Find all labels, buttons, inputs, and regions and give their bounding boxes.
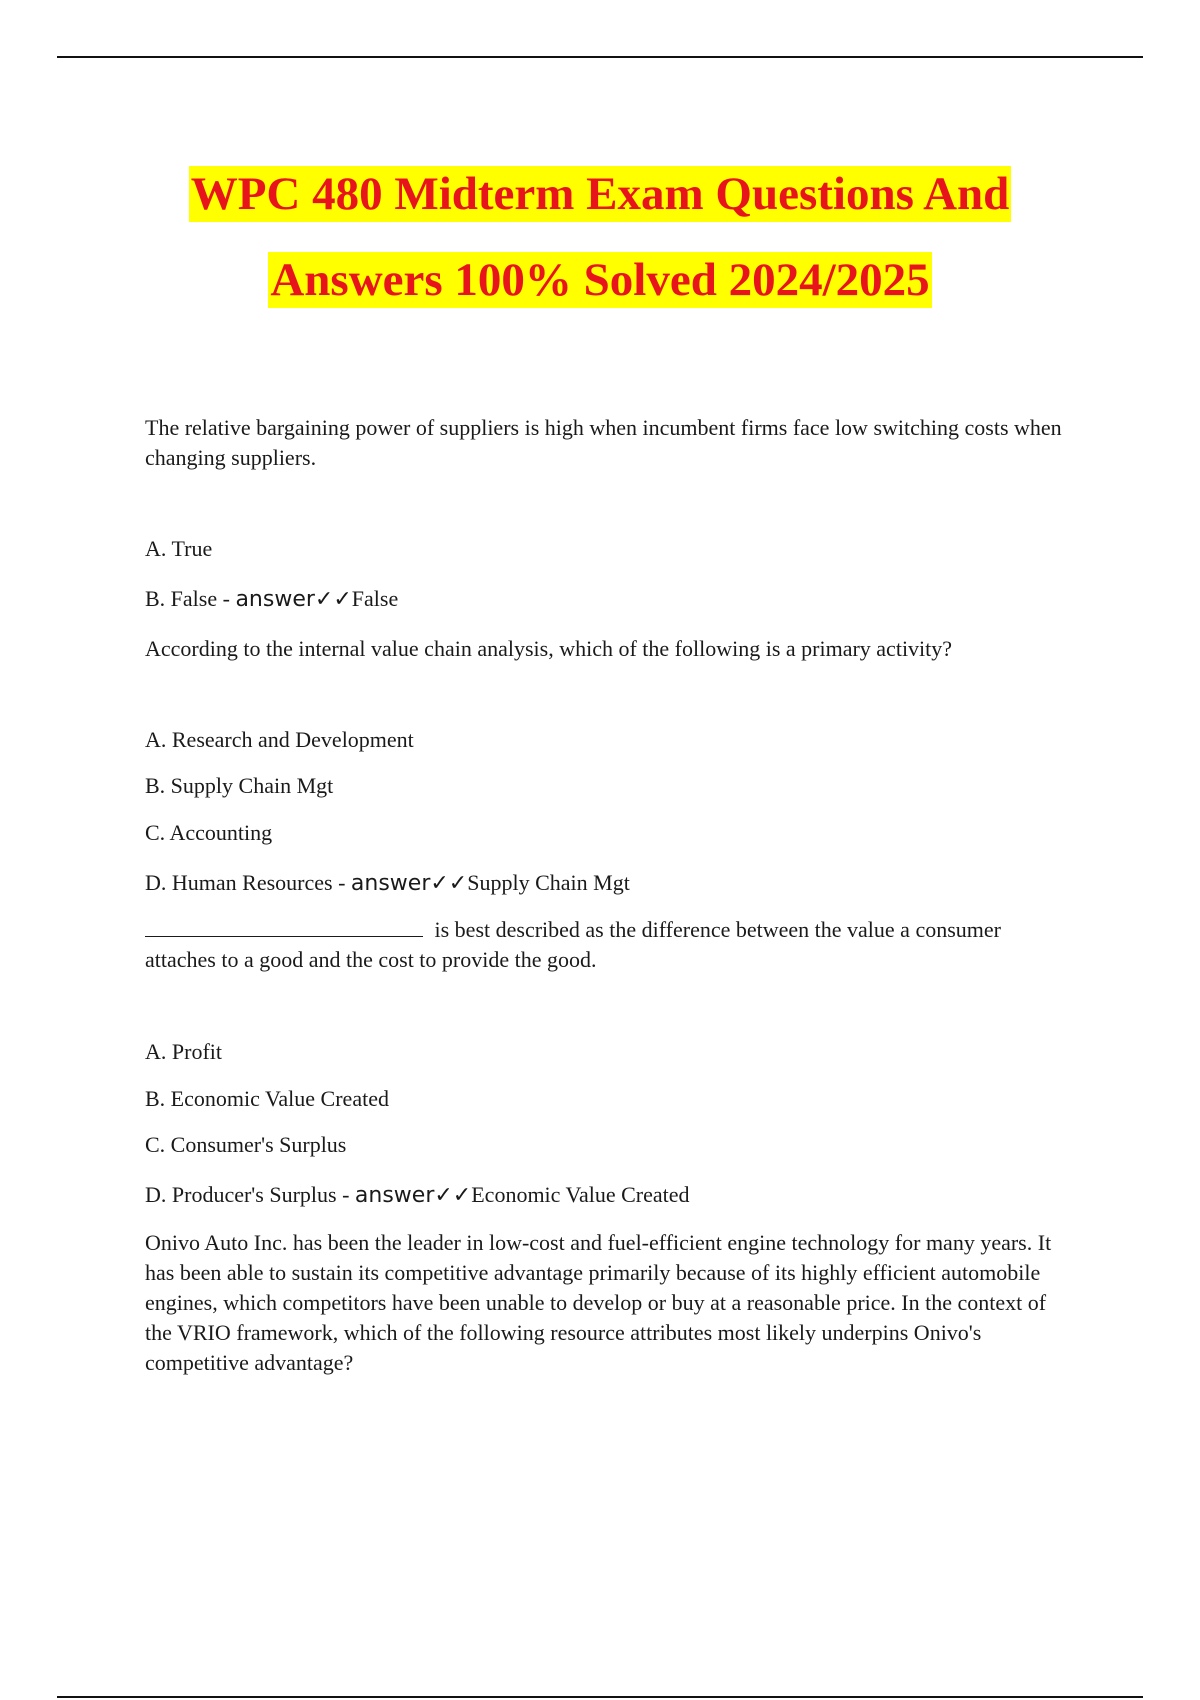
question-4-text: Onivo Auto Inc. has been the leader in low-cost and fuel-efficient engine technology for many years. It has been able to sustain its competitive advantage primarily because of its highly efficient automobile engines, which competitors have been unable to develop or buy at a reasonable price. In the context of the VRIO framework, which of the following resource attributes most likely underpins Onivo's competitive advantage? xyxy=(145,1230,1052,1375)
q2-option-c: C. Accounting xyxy=(145,820,273,845)
document-title xyxy=(0,166,1200,308)
title-line-2: Answers 100% Solved 2024/2025 xyxy=(270,254,930,306)
q2-option-b: B. Supply Chain Mgt xyxy=(145,773,334,798)
q3-option-b: B. Economic Value Created xyxy=(145,1086,389,1111)
q3-option-d-label: D. Producer's Surplus - xyxy=(145,1182,355,1207)
q3-answer: Economic Value Created xyxy=(471,1182,690,1207)
question-2-text: According to the internal value chain analysis, which of the following is a primary activity? xyxy=(145,636,953,661)
question-3-body: is best described as the difference between the value a consumer attaches to a good and the cost to provide the good. xyxy=(145,917,1001,972)
q2-option-d xyxy=(145,868,630,899)
q1-option-a: A. True xyxy=(145,536,213,561)
answer-check-icon: answer✓✓ xyxy=(354,1183,472,1208)
header-rule xyxy=(57,56,1143,58)
q3-option-a: A. Profit xyxy=(145,1039,222,1064)
q1-option-b xyxy=(145,584,398,615)
q3-option-d xyxy=(145,1180,690,1211)
answer-check-icon: answer✓✓ xyxy=(350,871,468,896)
question-3-text xyxy=(145,915,1065,975)
q2-option-a: A. Research and Development xyxy=(145,727,414,752)
q2-option-d-label: D. Human Resources - xyxy=(145,870,351,895)
q1-option-b-label: B. False - xyxy=(145,586,236,611)
footer-rule xyxy=(57,1696,1143,1698)
q1-answer: False xyxy=(351,586,399,611)
answer-check-icon: answer✓✓ xyxy=(235,587,352,612)
fill-in-blank xyxy=(145,916,423,937)
q3-option-c: C. Consumer's Surplus xyxy=(145,1132,347,1157)
title-line-1: WPC 480 Midterm Exam Questions And xyxy=(190,168,1010,220)
question-1-text: The relative bargaining power of suppliers is high when incumbent firms face low switching costs when changing suppliers. xyxy=(145,415,1062,470)
q2-answer: Supply Chain Mgt xyxy=(467,870,630,895)
